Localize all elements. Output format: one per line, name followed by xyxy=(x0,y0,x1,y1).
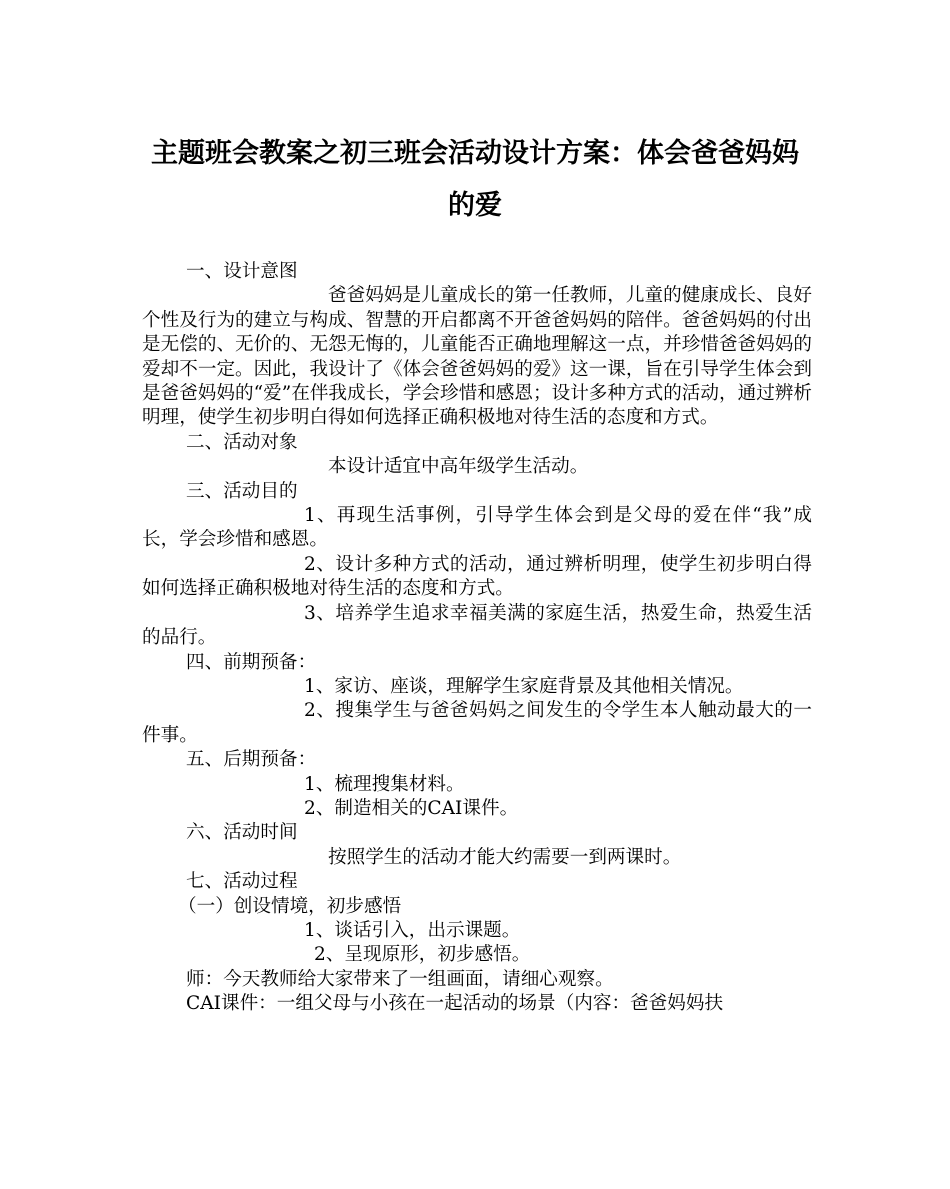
preparation-item-1: 1、家访、座谈，理解学生家庭背景及其他相关情况。 xyxy=(304,675,744,697)
process-item-2: 2、呈现原形，初步感悟。 xyxy=(314,944,531,966)
section-heading-preparation: 四、前期预备： xyxy=(186,651,317,673)
section-paragraph-time: 按照学生的活动才能大约需要一到两课时。 xyxy=(328,846,682,868)
document-title: 主题班会教案之初三班会活动设计方案：体会爸爸妈妈的爱 xyxy=(151,138,799,221)
later-preparation-item-1: 1、梳理搜集材料。 xyxy=(304,773,465,795)
teacher-line: 师：今天教师给大家带来了一组画面，请细心观察。 xyxy=(186,968,614,990)
section-heading-design-intent: 一、设计意图 xyxy=(186,261,298,282)
goal-item-2: 2、设计多种方式的活动，通过辨析明理，使学生初步明白得如何选择正确积极地对待生活的态度和方式。 xyxy=(142,553,812,600)
goal-item-1: 1、再现生活事例，引导学生体会到是父母的爱在伴“我”成长，学会珍惜和感恩。 xyxy=(142,505,812,551)
process-item-1: 1、谈话引入，出示课题。 xyxy=(304,919,521,941)
process-subheading-1: （一）创设情境，初步感悟 xyxy=(178,895,402,917)
goal-item-3: 3、培养学生追求幸福美满的家庭生活，热爱生命，热爱生活的品行。 xyxy=(142,602,812,649)
section-heading-later-preparation: 五、后期预备： xyxy=(186,749,317,771)
cai-line: CAI课件：一组父母与小孩在一起活动的场景（内容：爸爸妈妈扶 xyxy=(186,993,724,1015)
section-heading-goals: 三、活动目的 xyxy=(186,480,298,502)
section-heading-time: 六、活动时间 xyxy=(186,822,298,844)
later-preparation-item-2: 2、制造相关的CAI课件。 xyxy=(304,797,519,819)
section-heading-audience: 二、活动对象 xyxy=(186,431,298,453)
section-paragraph-audience: 本设计适宜中高年级学生活动。 xyxy=(328,456,589,478)
preparation-item-2: 2、搜集学生与爸爸妈妈之间发生的令学生本人触动最大的一件事。 xyxy=(142,700,812,746)
section-heading-process: 七、活动过程 xyxy=(186,871,298,893)
section-paragraph-design-intent: 爸爸妈妈是儿童成长的第一任教师，儿童的健康成长、良好个性及行为的建立与构成、智慧的开启都离不开爸爸妈妈的陪伴。爸爸妈妈的付出是无偿的、无价的、无怨无悔的，儿童能否正确地理解这一点，并珍惜爸爸妈妈的爱却不一定。因此，我设计了《体会爸爸妈妈的爱》这一课，旨在引导学生体会到是爸爸妈妈的“爱”在伴我成长，学会珍惜和感恩；设计多种方式的活动，通过辨析明理，使学生初步明白得如何选择正确积极地对待生活的态度和方式。 xyxy=(142,285,812,429)
document-body xyxy=(142,260,812,1017)
